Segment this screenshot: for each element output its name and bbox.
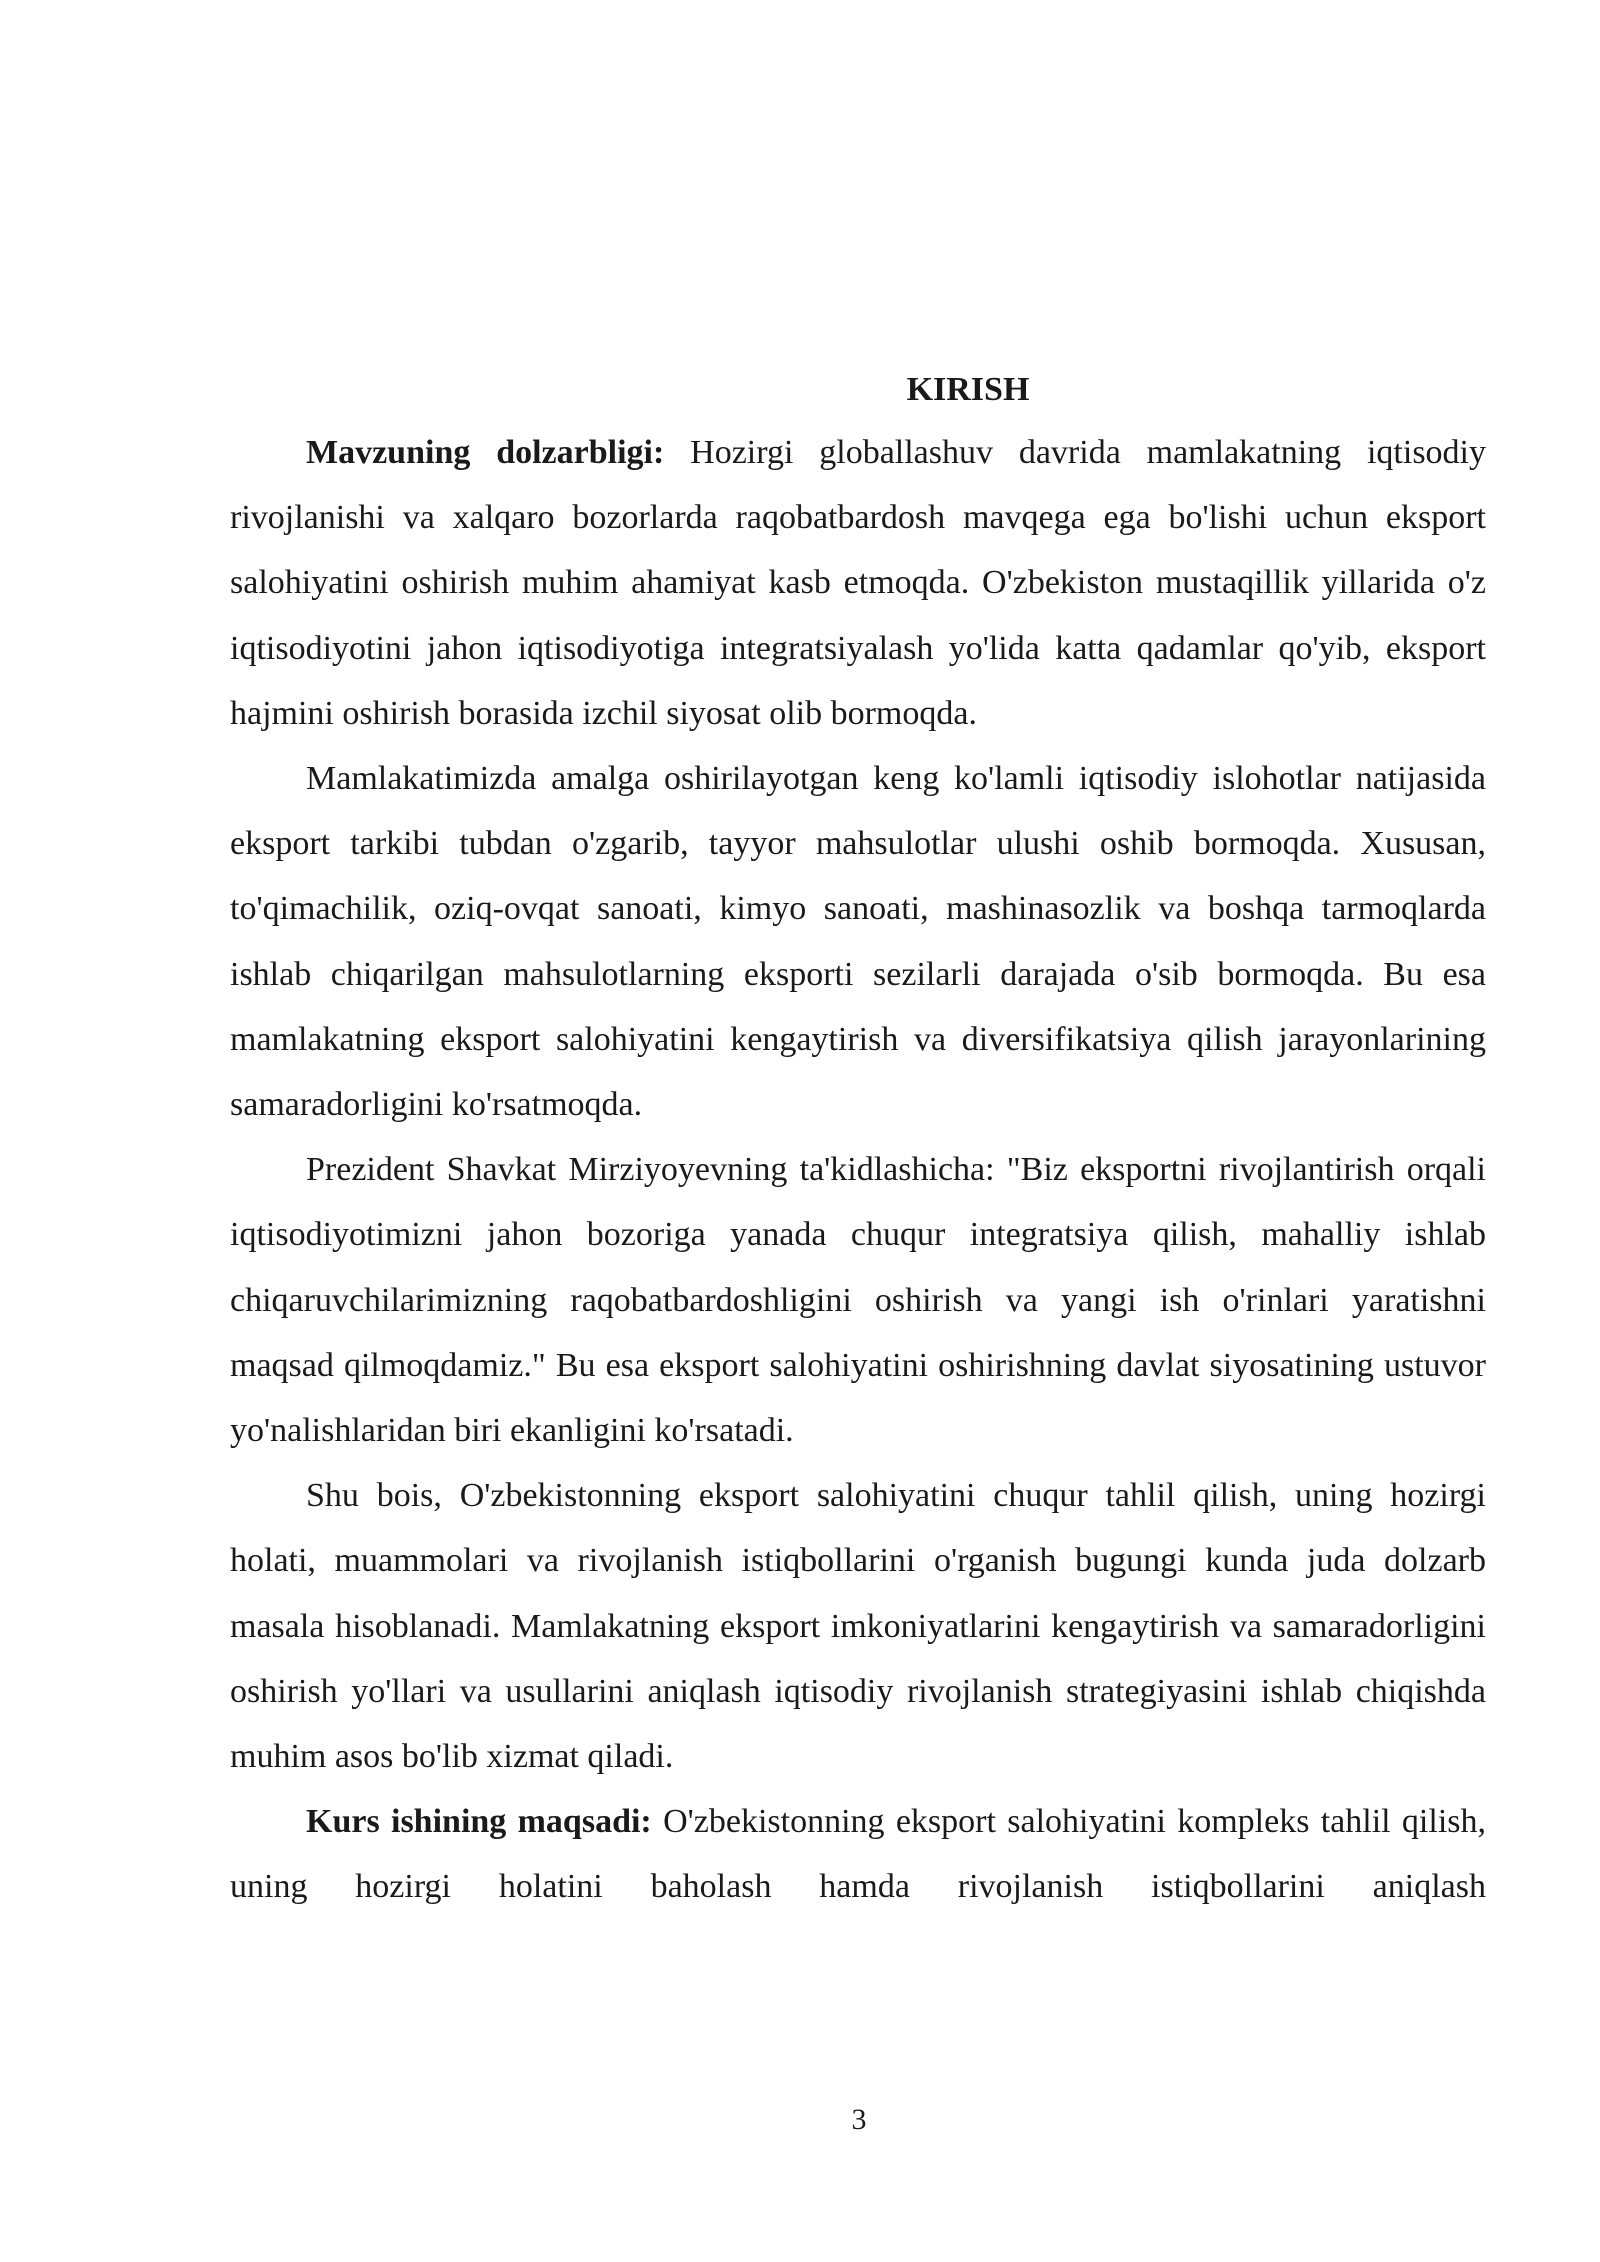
section-heading bbox=[230, 360, 1486, 420]
paragraph-reforms bbox=[230, 746, 1486, 1137]
paragraph-lead: Kurs ishining maqsadi: bbox=[306, 1803, 652, 1841]
page-number-text: 3 bbox=[851, 2103, 867, 2136]
paragraph-lead: Mavzuning dolzarbligi: bbox=[306, 434, 665, 471]
paragraph-relevance bbox=[230, 420, 1486, 746]
paragraph-text: Prezident Shavkat Mirziyoyevning ta'kidlashicha: "Biz eksportni rivojlantirish orqali iqtisodiyotimizni jahon bozoriga yanada chuqur integratsiya qilish, mahalliy ishlab chiqaruvchilarimizning raqobatbardoshligini oshirish va yangi ish o'rinlari yaratishni maqsad qilmoqdamiz." Bu esa eksport salohiyatini oshirishning davlat siyosatining ustuvor yo'nalishlaridan biri ekanligini ko'rsatadi. bbox=[230, 1151, 1486, 1450]
section-heading-text: KIRISH bbox=[906, 371, 1030, 408]
paragraph-text: Hozirgi globallashuv davrida mamlakatning iqtisodiy rivojlanishi va xalqaro bozorlarda raqobatbardosh mavqega ega bo'lishi uchun eksport salohiyatini oshirish muhim ahamiyat kasb etmoqda. O'zbekiston mustaqillik yillarida o'z iqtisodiyotini jahon iqtisodiyotiga integratsiyalash yo'lida katta qadamlar qo'yib, eksport hajmini oshirish borasida izchil siyosat olib bormoqda. bbox=[230, 434, 1486, 732]
paragraph-president-quote bbox=[230, 1137, 1486, 1463]
paragraph-text: Mamlakatimizda amalga oshirilayotgan keng ko'lamli iqtisodiy islohotlar natijasida eksport tarkibi tubdan o'zgarib, tayyor mahsulotlar ulushi oshib bormoqda. Xususan, to'qimachilik, oziq-ovqat sanoati, kimyo sanoati, mashinasozlik va boshqa tarmoqlarda ishlab chiqarilgan mahsulotlarning eksporti sezilarli darajada o'sib bormoqda. Bu esa mamlakatning eksport salohiyatini kengaytirish va diversifikatsiya qilish jarayonlarining samaradorligini ko'rsatmoqda. bbox=[230, 760, 1486, 1124]
page-number bbox=[0, 2098, 1600, 2142]
paragraph-text: O'zbekistonning eksport salohiyatini kompleks tahlil qilish, uning hozirgi holatini baholash hamda rivojlanish istiqbollarini aniqlash bbox=[230, 1803, 1487, 1906]
paragraph-course-goal bbox=[230, 1789, 1486, 1919]
paragraph-text: Shu bois, O'zbekistonning eksport salohiyatini chuqur tahlil qilish, uning hozirgi holati, muammolari va rivojlanish istiqbollarini o'rganish bugungi kunda juda dolzarb masala hisoblanadi. Mamlakatning eksport imkoniyatlarini kengaytirish va samaradorligini oshirish yo'llari va usullarini aniqlash iqtisodiy rivojlanish strategiyasini ishlab chiqishda muhim asos bo'lib xizmat qiladi. bbox=[230, 1477, 1486, 1776]
paragraph-analysis bbox=[230, 1463, 1486, 1789]
page-content bbox=[230, 360, 1486, 1920]
